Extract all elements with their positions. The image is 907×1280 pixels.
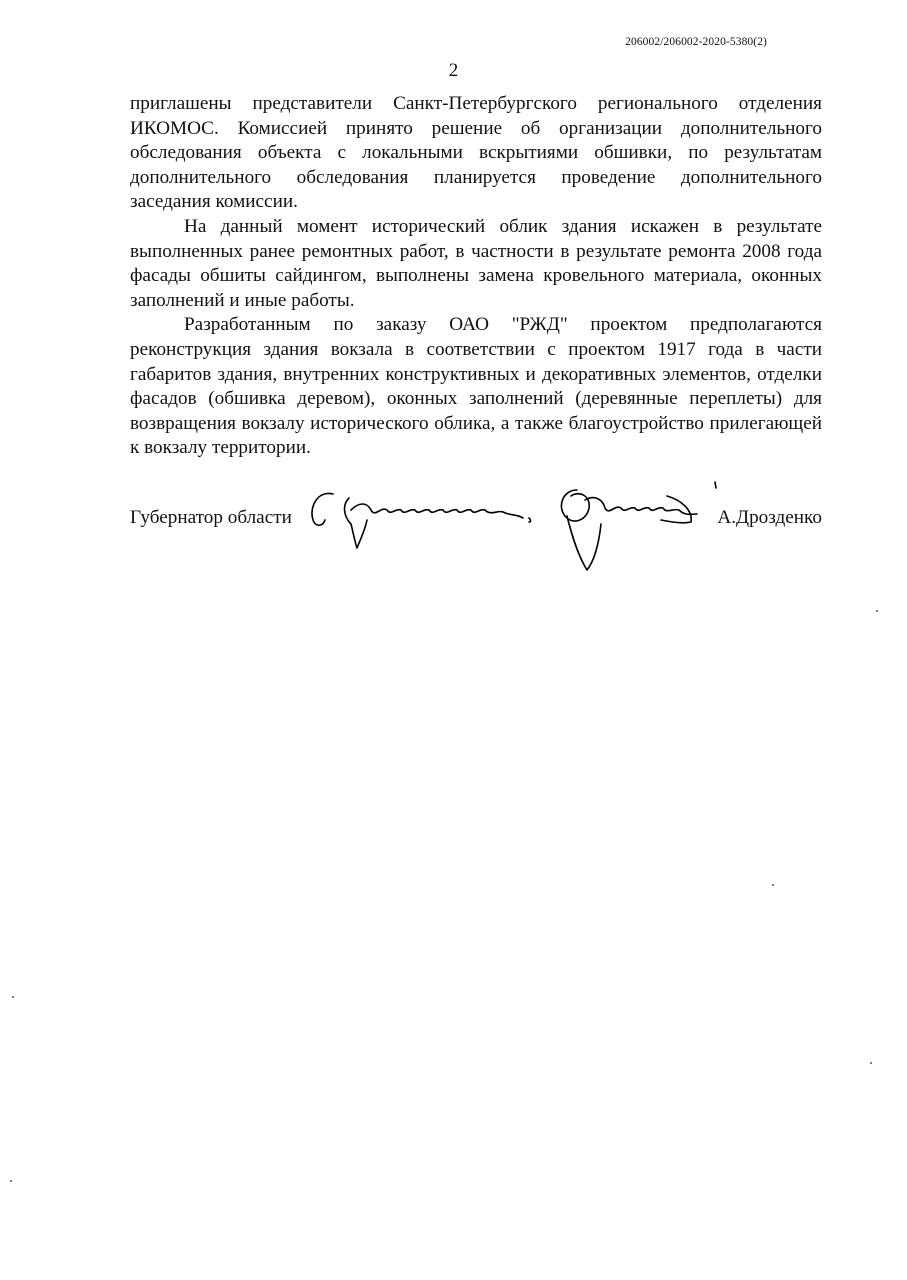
paragraph-historical-appearance: На данный момент исторический облик здания искажен в результате выполненных ранее ремонтных работ, в частности в результате ремонта 2008 года фасады обшиты сайдингом, выполнены замена кровельного материала, оконных заполнений и иные работы.: [130, 215, 822, 311]
document-body: [130, 92, 822, 461]
scan-speck: [772, 884, 774, 886]
scan-speck: [10, 1180, 12, 1182]
document-registration-number: 206002/206002-2020-5380(2): [625, 36, 767, 48]
signatory-name: А.Дрозденко: [717, 507, 822, 528]
signatory-position: Губернатор области: [130, 507, 292, 528]
handwritten-signature: [305, 480, 725, 585]
scan-speck: [870, 1062, 872, 1064]
scan-speck: [12, 996, 14, 998]
paragraph-continuation: приглашены представители Санкт-Петербургского регионального отделения ИКОМОС. Комиссией принято решение об организации дополнительного обследования объекта с локальными вскрытиями обшивки, по результатам дополнительного обследования планируется проведение дополнительного заседания комиссии.: [130, 93, 822, 213]
page-number: 2: [448, 60, 459, 81]
scan-speck: [876, 610, 878, 612]
signature-block: [130, 480, 822, 590]
paragraph-reconstruction-project: Разработанным по заказу ОАО "РЖД" проектом предполагаются реконструкция здания вокзала в соответствии с проектом 1917 года в части габаритов здания, внутренних конструктивных и декоративных элементов, отделки фасадов (обшивка деревом), оконных заполнений (деревянные переплеты) для возвращения вокзалу исторического облика, а также благоустройство прилегающей к вокзалу территории.: [130, 314, 822, 459]
